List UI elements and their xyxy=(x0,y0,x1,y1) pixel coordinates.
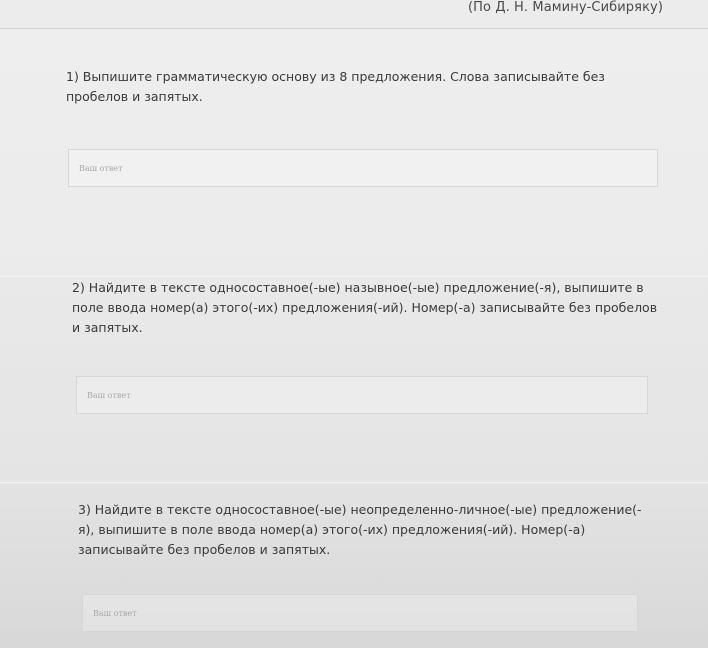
answer-field-1-container xyxy=(68,149,658,187)
answer-field-2-container xyxy=(76,376,648,414)
answer-input-2[interactable] xyxy=(77,377,647,413)
answer-input-3[interactable] xyxy=(83,595,637,631)
question-card-1 xyxy=(0,29,708,277)
question-card-2 xyxy=(0,278,708,483)
question-text-3: 3) Найдите в тексте односоставное(-ые) неопределенно-личное(-ые) предложение(-я), выпишите в поле ввода номер(а) этого(-их) предложения(-ий). Номер(-а) записывайте без пробелов и запятых. xyxy=(78,502,642,557)
question-text-1: 1) Выпишите грамматическую основу из 8 предложения. Слова записывайте без пробелов и запятых. xyxy=(66,69,605,104)
source-attribution: (По Д. Н. Мамину-Сибиряку) xyxy=(468,0,663,15)
answer-input-1[interactable] xyxy=(69,150,657,186)
question-card-3 xyxy=(0,484,708,648)
question-text-2: 2) Найдите в тексте односоставное(-ые) назывное(-ые) предложение(-я), выпишите в поле ввода номер(а) этого(-их) предложения(-ий). Номер(-а) записывайте без пробелов и запятых. xyxy=(72,280,658,335)
answer-field-3-container xyxy=(82,594,638,632)
